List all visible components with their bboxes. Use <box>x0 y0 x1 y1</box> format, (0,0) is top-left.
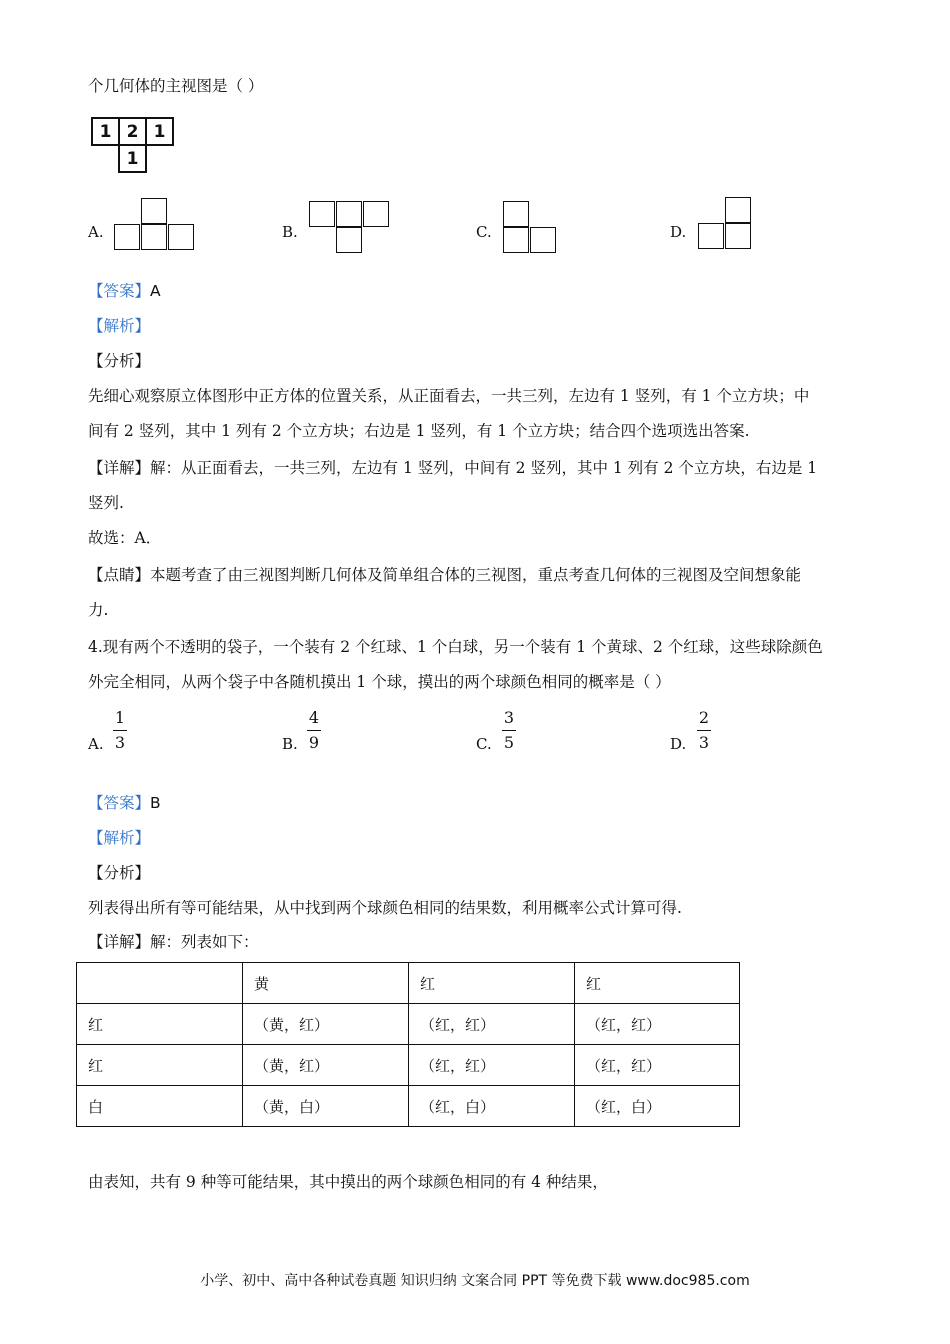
table-cell: （黄，红） <box>243 1045 409 1086</box>
option-d-label: D. <box>670 223 687 241</box>
q4-option-c-fraction <box>500 707 518 754</box>
choose-text: 故选：A． <box>88 529 162 547</box>
analysis-tag: 【解析】 <box>88 317 151 335</box>
q4-detail-text <box>88 932 259 952</box>
table-cell: （红，白） <box>575 1086 740 1127</box>
numerator: 2 <box>698 708 710 727</box>
table-cell: （红，红） <box>409 1004 575 1045</box>
q4-stem-1: 4.现有两个不透明的袋子，一个装有 2 个红球、1 个白球，另一个装有 1 个黄球、2 个红球，这些球除颜色 <box>88 638 823 656</box>
q4-conclusion: 由表知，共有 9 种等可能结果，其中摸出的两个球颜色相同的有 4 种结果， <box>88 1173 608 1191</box>
answer-tag: 【答案】 <box>88 794 151 812</box>
q4-fenxi-tag: 【分析】 <box>88 864 151 882</box>
dianjing-body: 本题考查了由三视图判断几何体及简单组合体的三视图，重点考查几何体的三视图及空间想象能 <box>150 566 802 584</box>
table-cell <box>77 963 243 1004</box>
table-cell: 红 <box>77 1004 243 1045</box>
table-header-row <box>77 963 740 1004</box>
outcome-table <box>76 962 740 1127</box>
denominator: 3 <box>114 733 126 752</box>
q4-option-d-label: D. <box>670 735 687 753</box>
table-cell: 黄 <box>243 963 409 1004</box>
table-cell: 红 <box>77 1045 243 1086</box>
detail-body: 解：列表如下： <box>150 933 259 951</box>
denominator: 5 <box>503 733 515 752</box>
q4-fenxi-text: 列表得出所有等可能结果，从中找到两个球颜色相同的结果数，利用概率公式计算可得. <box>88 899 682 917</box>
q4-option-a-fraction <box>111 707 129 754</box>
option-c-figure <box>503 201 558 255</box>
option-d-figure <box>698 197 753 251</box>
q4-option-b-label: B. <box>282 735 298 753</box>
q4-stem-2: 外完全相同，从两个袋子中各随机摸出 1 个球，摸出的两个球颜色相同的概率是（ ） <box>88 673 671 691</box>
detail-tag: 【详解】 <box>88 933 151 951</box>
q4-option-b-fraction <box>305 707 323 754</box>
table-row <box>77 1004 740 1045</box>
numerator: 4 <box>308 708 320 727</box>
q4-analysis-tag: 【解析】 <box>88 829 151 847</box>
table-cell: （红，红） <box>409 1045 575 1086</box>
detail-tag: 【详解】 <box>88 459 151 477</box>
option-c-label: C. <box>476 223 492 241</box>
grid-cell: 1 <box>118 144 147 173</box>
page-footer: 小学、初中、高中各种试卷真题 知识归纳 文案合同 PPT 等免费下载 www.doc985.com <box>200 1273 750 1289</box>
grid-cell: 1 <box>145 117 174 146</box>
table-cell: （红，白） <box>409 1086 575 1127</box>
answer-value: A <box>150 282 161 300</box>
option-b-figure <box>309 201 391 255</box>
numerator: 3 <box>503 708 515 727</box>
grid-cell: 2 <box>118 117 147 146</box>
table-cell: （红，红） <box>575 1004 740 1045</box>
q4-answer <box>88 793 161 813</box>
fenxi-text-2: 间有 2 竖列，其中 1 列有 2 个立方块；右边是 1 竖列，有 1 个立方块；结合四个选项选出答案. <box>88 422 750 440</box>
detail-text-1 <box>88 458 817 478</box>
table-cell: （黄，红） <box>243 1004 409 1045</box>
table-cell: （黄，白） <box>243 1086 409 1127</box>
option-a-label: A. <box>88 223 104 241</box>
table-cell: （红，红） <box>575 1045 740 1086</box>
grid-cell: 1 <box>91 117 120 146</box>
option-b-label: B. <box>282 223 298 241</box>
denominator: 9 <box>308 733 320 752</box>
q3-stem: 个几何体的主视图是（ ） <box>88 77 264 95</box>
denominator: 3 <box>698 733 710 752</box>
answer-tag: 【答案】 <box>88 282 151 300</box>
table-cell: 红 <box>409 963 575 1004</box>
dianjing-text-1 <box>88 565 801 585</box>
table-cell: 红 <box>575 963 740 1004</box>
fenxi-tag: 【分析】 <box>88 352 151 370</box>
fenxi-text-1: 先细心观察原立体图形中正方体的位置关系，从正面看去，一共三列，左边有 1 竖列，有 1 个立方块；中 <box>88 387 810 405</box>
q4-option-d-fraction <box>695 707 713 754</box>
q4-option-c-label: C. <box>476 735 492 753</box>
detail-text-2: 竖列. <box>88 494 124 512</box>
top-view-number-grid <box>91 117 181 175</box>
q3-answer <box>88 281 161 301</box>
table-cell: 白 <box>77 1086 243 1127</box>
dianjing-text-2: 力. <box>88 601 109 619</box>
table-row <box>77 1086 740 1127</box>
table-row <box>77 1045 740 1086</box>
dianjing-tag: 【点睛】 <box>88 566 151 584</box>
option-a-figure <box>114 198 196 252</box>
detail-body: 解：从正面看去，一共三列，左边有 1 竖列，中间有 2 竖列，其中 1 列有 2 个立方块，右边是 1 <box>150 459 818 477</box>
q4-option-a-label: A. <box>88 735 104 753</box>
numerator: 1 <box>114 708 126 727</box>
answer-value: B <box>150 794 161 812</box>
